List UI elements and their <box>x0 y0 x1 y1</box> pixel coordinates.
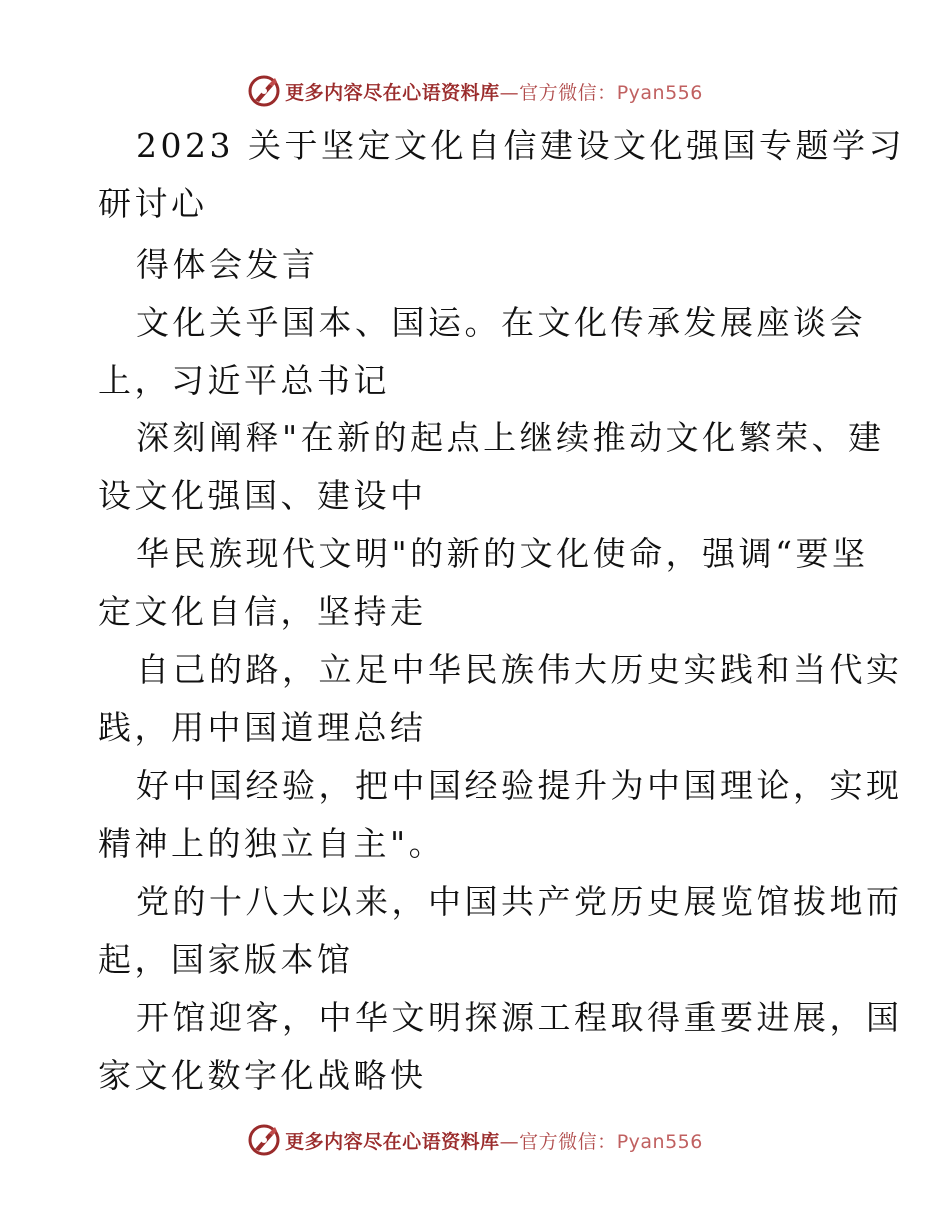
quill-pen-logo-icon <box>247 74 281 108</box>
paragraph-line: 华民族现代文明"的新的文化使命，强调“要坚 <box>136 534 869 573</box>
paragraph-line: 好中国经验，把中国经验提升为中国理论，实现 <box>136 766 903 805</box>
document-title-line-3: 得体会发言 <box>136 245 319 284</box>
wechat-label: 官方微信： <box>519 81 617 104</box>
paragraph-line: 精神上的独立自主"。 <box>98 824 446 863</box>
header-banner <box>0 71 950 111</box>
document-title-line-2: 研讨心 <box>98 184 208 223</box>
paragraph-line: 文化关乎国本、国运。在文化传承发展座谈会 <box>136 303 866 342</box>
paragraph-line: 开馆迎客，中华文明探源工程取得重要进展，国 <box>136 998 903 1037</box>
paragraph-line: 起，国家版本馆 <box>98 940 354 979</box>
document-title-line-1: 2023 关于坚定文化自信建设文化强国专题学习 <box>136 126 905 165</box>
banner-dash: — <box>499 1130 520 1153</box>
paragraph-line: 践，用中国道理总结 <box>98 708 427 747</box>
banner-text <box>285 78 703 105</box>
paragraph-line: 党的十八大以来，中国共产党历史展览馆拔地而 <box>136 882 903 921</box>
banner-dash: — <box>499 81 520 104</box>
site-name: 更多内容尽在心语资料库 <box>285 81 500 104</box>
paragraph-line: 家文化数字化战略快 <box>98 1056 427 1095</box>
wechat-id: Pyan556 <box>616 81 703 104</box>
paragraph-line: 深刻阐释"在新的起点上继续推动文化繁荣、建 <box>136 418 885 457</box>
paragraph-line: 定文化自信，坚持走 <box>98 592 427 631</box>
paragraph-line: 上，习近平总书记 <box>98 361 390 400</box>
banner-text <box>285 1127 703 1154</box>
wechat-label: 官方微信： <box>519 1130 617 1153</box>
site-name: 更多内容尽在心语资料库 <box>285 1130 500 1153</box>
paragraph-line: 自己的路，立足中华民族伟大历史实践和当代实 <box>136 650 903 689</box>
paragraph-line: 设文化强国、建设中 <box>98 476 427 515</box>
quill-pen-logo-icon <box>247 1123 281 1157</box>
footer-banner <box>0 1120 950 1160</box>
wechat-id: Pyan556 <box>616 1130 703 1153</box>
